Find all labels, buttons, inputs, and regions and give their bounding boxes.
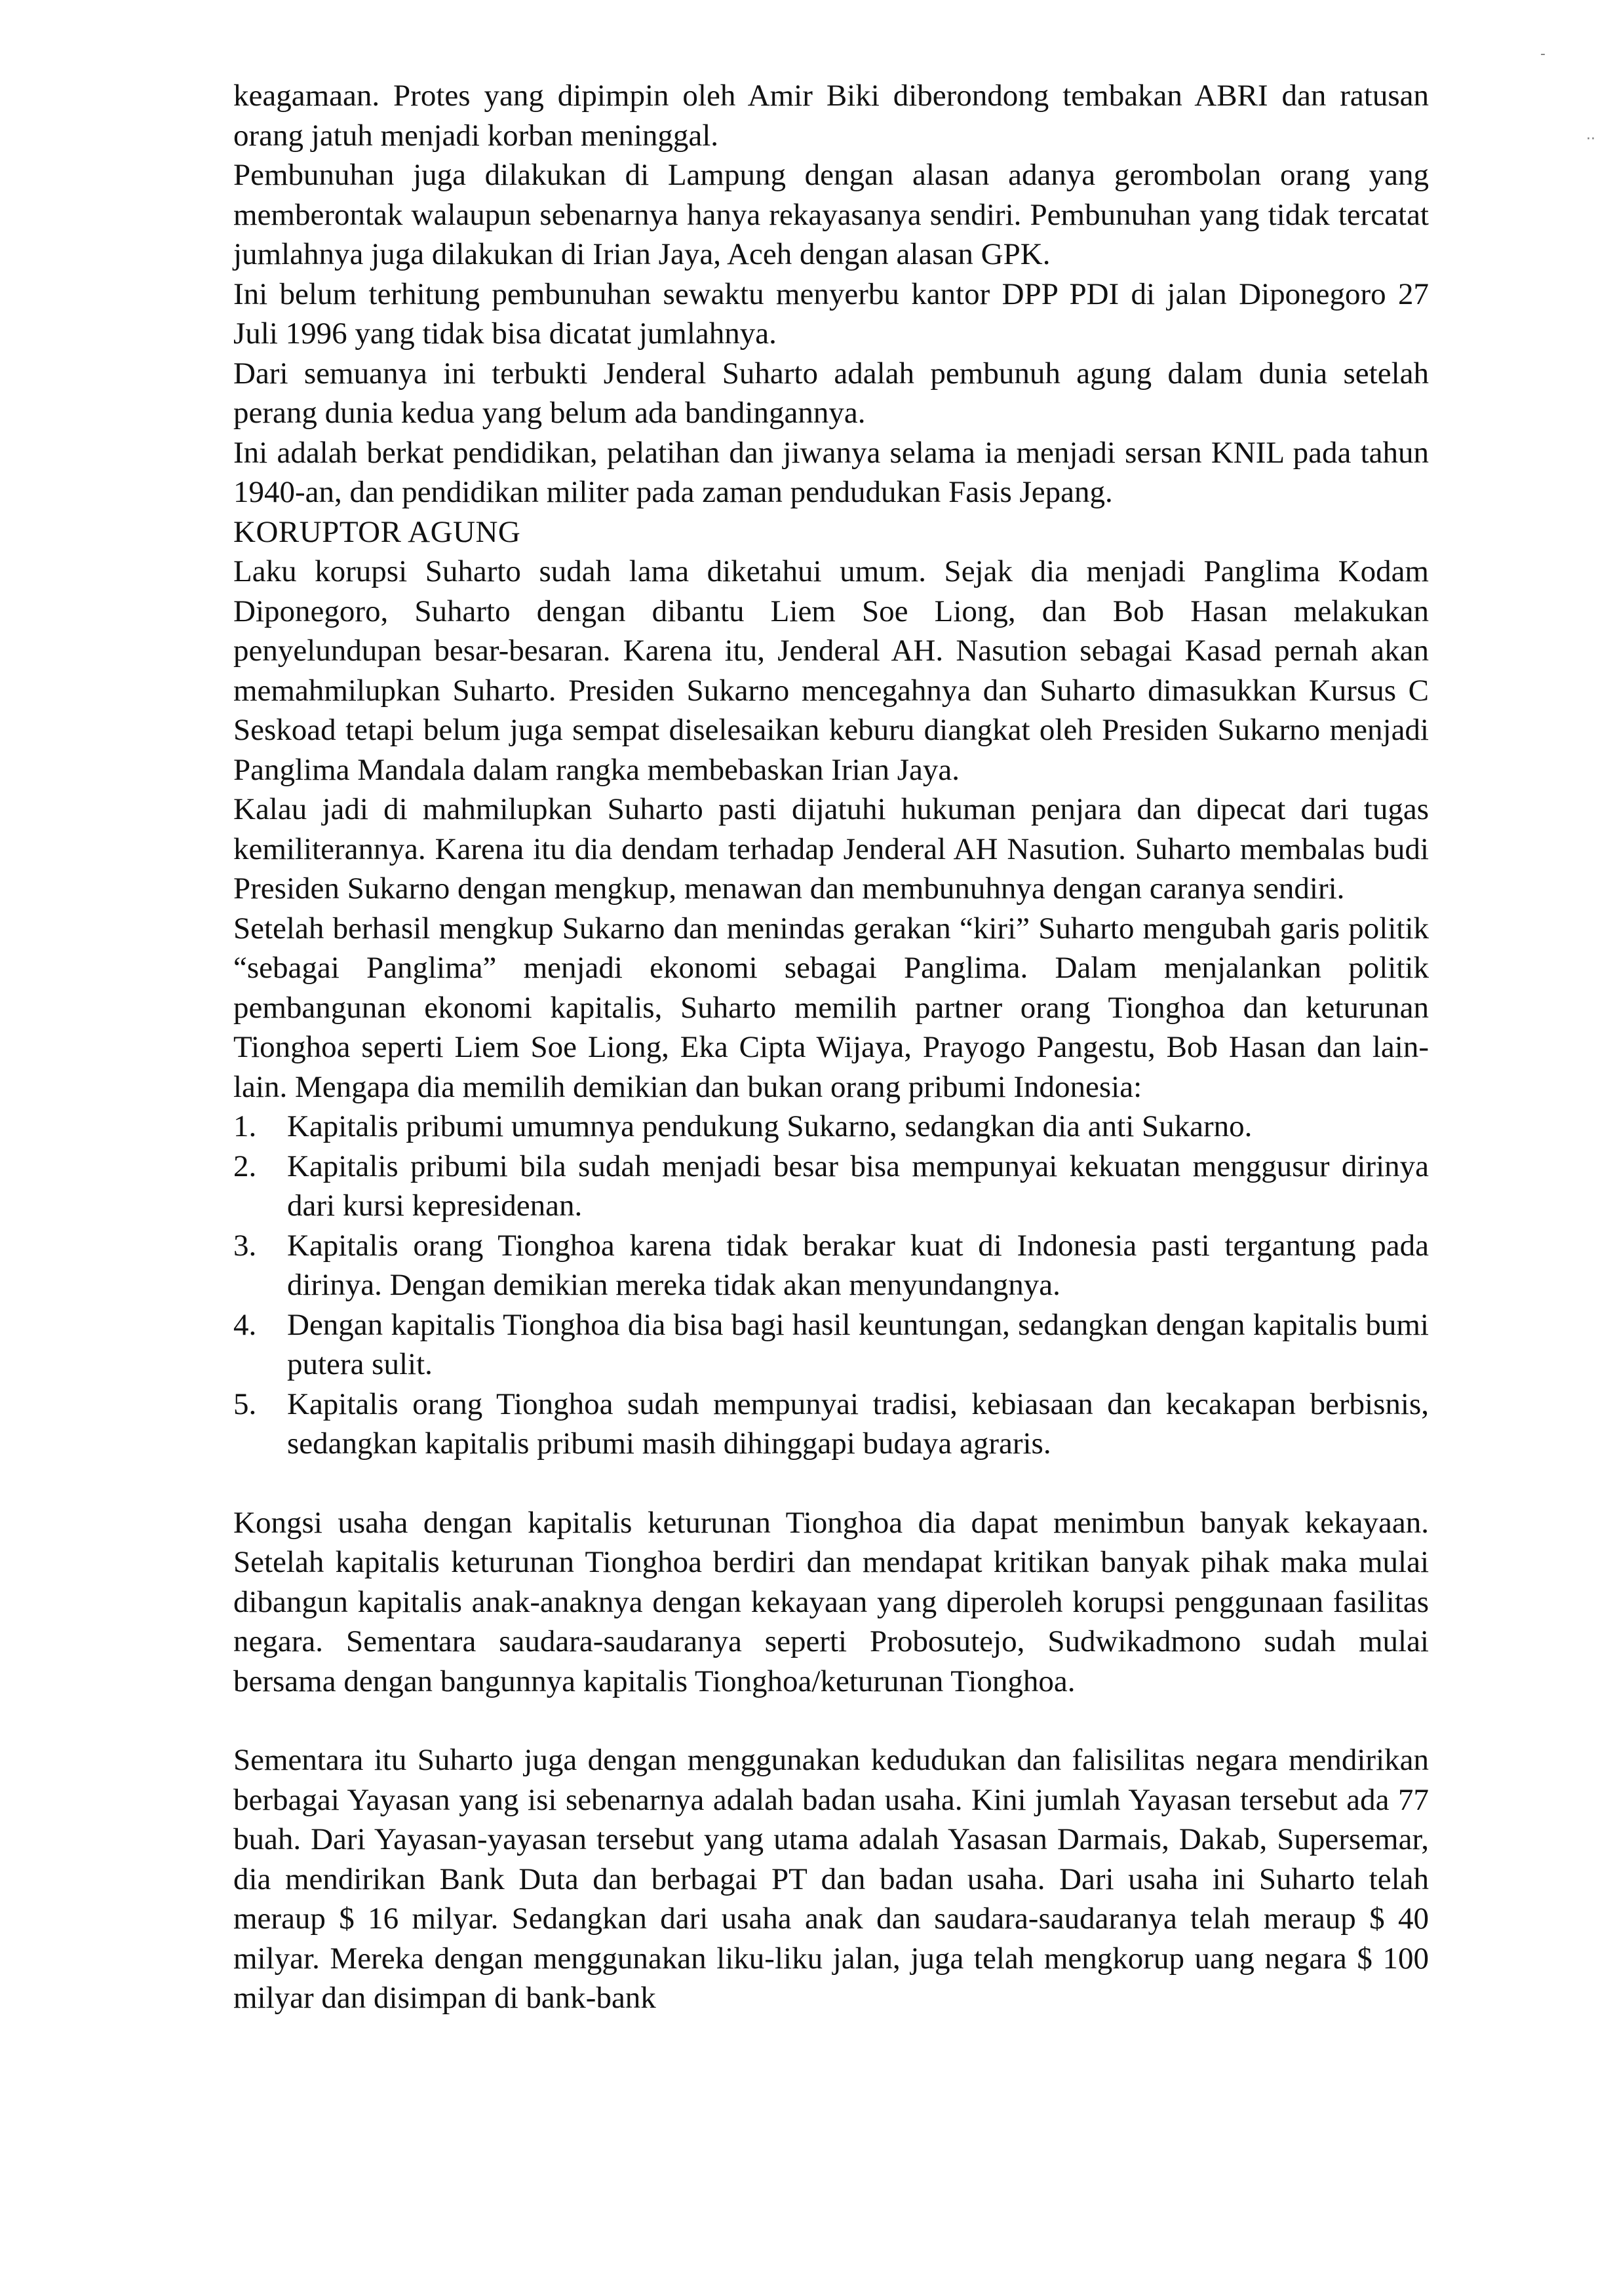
numbered-list (233, 1107, 1429, 1464)
paragraph: Pembunuhan juga dilakukan di Lampung dengan alasan adanya gerombolan orang yang memberontak walaupun sebenarnya hanya rekayasanya sendiri. Pembunuhan yang tidak tercatat jumlahnya juga dilakukan di Irian Jaya, Aceh dengan alasan GPK. (233, 158, 1429, 271)
document-body (233, 76, 1429, 2018)
paragraph: Kalau jadi di mahmilupkan Suharto pasti dijatuhi hukuman penjara dan dipecat dari tugas kemiliterannya. Karena itu dia dendam terhadap Jenderal AH Nasution. Suharto membalas budi Presiden Sukarno dengan mengkup, menawan dan membunuhnya dengan caranya sendiri. (233, 792, 1429, 906)
paragraph-gap (233, 1464, 1429, 1503)
paragraph: Dari semuanya ini terbukti Jenderal Suharto adalah pembunuh agung dalam dunia setelah perang dunia kedua yang belum ada bandingannya. (233, 356, 1429, 430)
paragraph: keagamaan. Protes yang dipimpin oleh Amir Biki diberondong tembakan ABRI dan ratusan orang jatuh menjadi korban meninggal. (233, 79, 1429, 153)
list-item (233, 1385, 1429, 1464)
list-item (233, 1226, 1429, 1305)
list-number: 5. (233, 1387, 257, 1421)
list-item-text: Kapitalis orang Tionghoa sudah mempunyai tradisi, kebiasaan dan kecakapan berbisnis, sedangkan kapitalis pribumi masih dihinggapi budaya agraris. (287, 1387, 1429, 1461)
list-item-text: Dengan kapitalis Tionghoa dia bisa bagi hasil keuntungan, sedangkan dengan kapitalis bumi putera sulit. (287, 1307, 1429, 1381)
paragraph: Ini belum terhitung pembunuhan sewaktu menyerbu kantor DPP PDI di jalan Diponegoro 27 Juli 1996 yang tidak bisa dicatat jumlahnya. (233, 277, 1429, 351)
list-item (233, 1147, 1429, 1226)
list-number: 3. (233, 1228, 257, 1263)
list-item-text: Kapitalis pribumi umumnya pendukung Sukarno, sedangkan dia anti Sukarno. (287, 1109, 1253, 1143)
list-number: 1. (233, 1109, 257, 1143)
paragraph-gap (233, 1701, 1429, 1740)
paragraph: Setelah berhasil mengkup Sukarno dan menindas gerakan “kiri” Suharto mengubah garis politik “sebagai Panglima” menjadi ekonomi sebagai Panglima. Dalam menjalankan politik pembangunan ekonomi kapitalis, Suharto memilih partner orang Tionghoa dan keturunan Tionghoa seperti Liem Soe Liong, Eka Cipta Wijaya, Prayogo Pangestu, Bob Hasan dan lain-lain. Mengapa dia memilih demikian dan bukan orang pribumi Indonesia: (233, 911, 1429, 1104)
list-item-text: Kapitalis pribumi bila sudah menjadi besar bisa mempunyai kekuatan menggusur dirinya dari kursi kepresidenan. (287, 1149, 1429, 1223)
paragraph: Ini adalah berkat pendidikan, pelatihan dan jiwanya selama ia menjadi sersan KNIL pada tahun 1940-an, dan pendidikan militer pada zaman pendudukan Fasis Jepang. (233, 435, 1429, 509)
scan-margin-mark: - (1540, 46, 1546, 62)
paragraph: Laku korupsi Suharto sudah lama diketahui umum. Sejak dia menjadi Panglima Kodam Diponegoro, Suharto dengan dibantu Liem Soe Liong, dan Bob Hasan melakukan penyelundupan besar-besaran. Karena itu, Jenderal AH. Nasution sebagai Kasad pernah akan memahmilupkan Suharto. Presiden Sukarno mencegahnya dan Suharto dimasukkan Kursus C Seskoad tetapi belum juga sempat diselesaikan keburu diangkat oleh Presiden Sukarno menjadi Panglima Mandala dalam rangka membebaskan Irian Jaya. (233, 554, 1429, 787)
section-heading: KORUPTOR AGUNG (233, 514, 521, 549)
list-number: 4. (233, 1307, 257, 1342)
scan-margin-mark: ·· (1586, 131, 1595, 147)
list-number: 2. (233, 1149, 257, 1183)
list-item-text: Kapitalis orang Tionghoa karena tidak berakar kuat di Indonesia pasti tergantung pada dirinya. Dengan demikian mereka tidak akan menyundangnya. (287, 1228, 1429, 1302)
paragraph: Sementara itu Suharto juga dengan menggunakan kedudukan dan falisilitas negara mendirikan berbagai Yayasan yang isi sebenarnya adalah badan usaha. Kini jumlah Yayasan tersebut ada 77 buah. Dari Yayasan-yayasan tersebut yang utama adalah Yasasan Darmais, Dakab, Supersemar, dia mendirikan Bank Duta dan berbagai PT dan badan usaha. Dari usaha ini Suharto telah meraup $ 16 milyar. Sedangkan dari usaha anak dan saudara-saudaranya telah meraup $ 40 milyar. Mereka dengan menggunakan liku-liku jalan, juga telah mengkorup uang negara $ 100 milyar dan disimpan di bank-bank (233, 1743, 1429, 2015)
list-item (233, 1107, 1429, 1147)
paragraph: Kongsi usaha dengan kapitalis keturunan Tionghoa dia dapat menimbun banyak kekayaan. Setelah kapitalis keturunan Tionghoa berdiri dan mendapat kritikan banyak pihak maka mulai dibangun kapitalis anak-anaknya dengan kekayaan yang diperoleh korupsi penggunaan fasilitas negara. Sementara saudara-saudaranya seperti Probosutejo, Sudwikadmono sudah mulai bersama dengan bangunnya kapitalis Tionghoa/keturunan Tionghoa. (233, 1505, 1429, 1698)
list-item (233, 1305, 1429, 1385)
